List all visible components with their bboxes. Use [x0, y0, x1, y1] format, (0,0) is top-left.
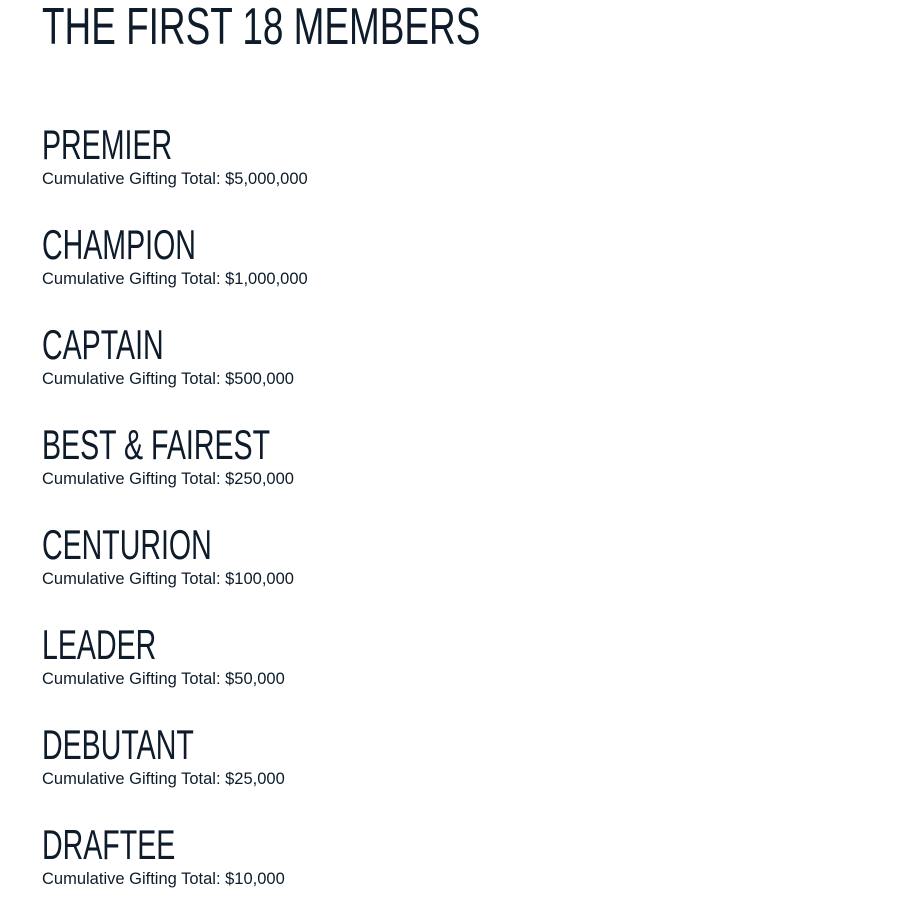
- tier-name: CENTURION: [42, 521, 212, 568]
- tier-name: LEADER: [42, 621, 157, 668]
- tier-best-and-fairest: [42, 421, 377, 524]
- tier-name: PREMIER: [42, 121, 173, 168]
- tier-gifting-total: Cumulative Gifting Total: $5,000,000: [42, 170, 308, 188]
- tier-centurion: [42, 521, 294, 624]
- tier-debutant: [42, 721, 285, 824]
- tier-gifting-total: Cumulative Gifting Total: $50,000: [42, 670, 285, 688]
- tier-gifting-total: Cumulative Gifting Total: $250,000: [42, 470, 294, 488]
- tier-gifting-total: Cumulative Gifting Total: $500,000: [42, 370, 294, 388]
- tier-gifting-total: Cumulative Gifting Total: $100,000: [42, 570, 294, 588]
- tier-name: CAPTAIN: [42, 321, 164, 368]
- tier-name: BEST & FAIREST: [42, 421, 271, 468]
- tier-champion: [42, 221, 308, 324]
- page-title: THE FIRST 18 MEMBERS: [42, 0, 481, 56]
- tier-captain: [42, 321, 294, 424]
- tier-name: DRAFTEE: [42, 821, 176, 868]
- tier-gifting-total: Cumulative Gifting Total: $10,000: [42, 870, 285, 888]
- tier-premier: [42, 121, 308, 224]
- tier-gifting-total: Cumulative Gifting Total: $1,000,000: [42, 270, 308, 288]
- tier-leader: [42, 621, 285, 724]
- tier-name: DEBUTANT: [42, 721, 194, 768]
- tier-draftee: [42, 821, 285, 924]
- tier-name: CHAMPION: [42, 221, 196, 268]
- tier-gifting-total: Cumulative Gifting Total: $25,000: [42, 770, 285, 788]
